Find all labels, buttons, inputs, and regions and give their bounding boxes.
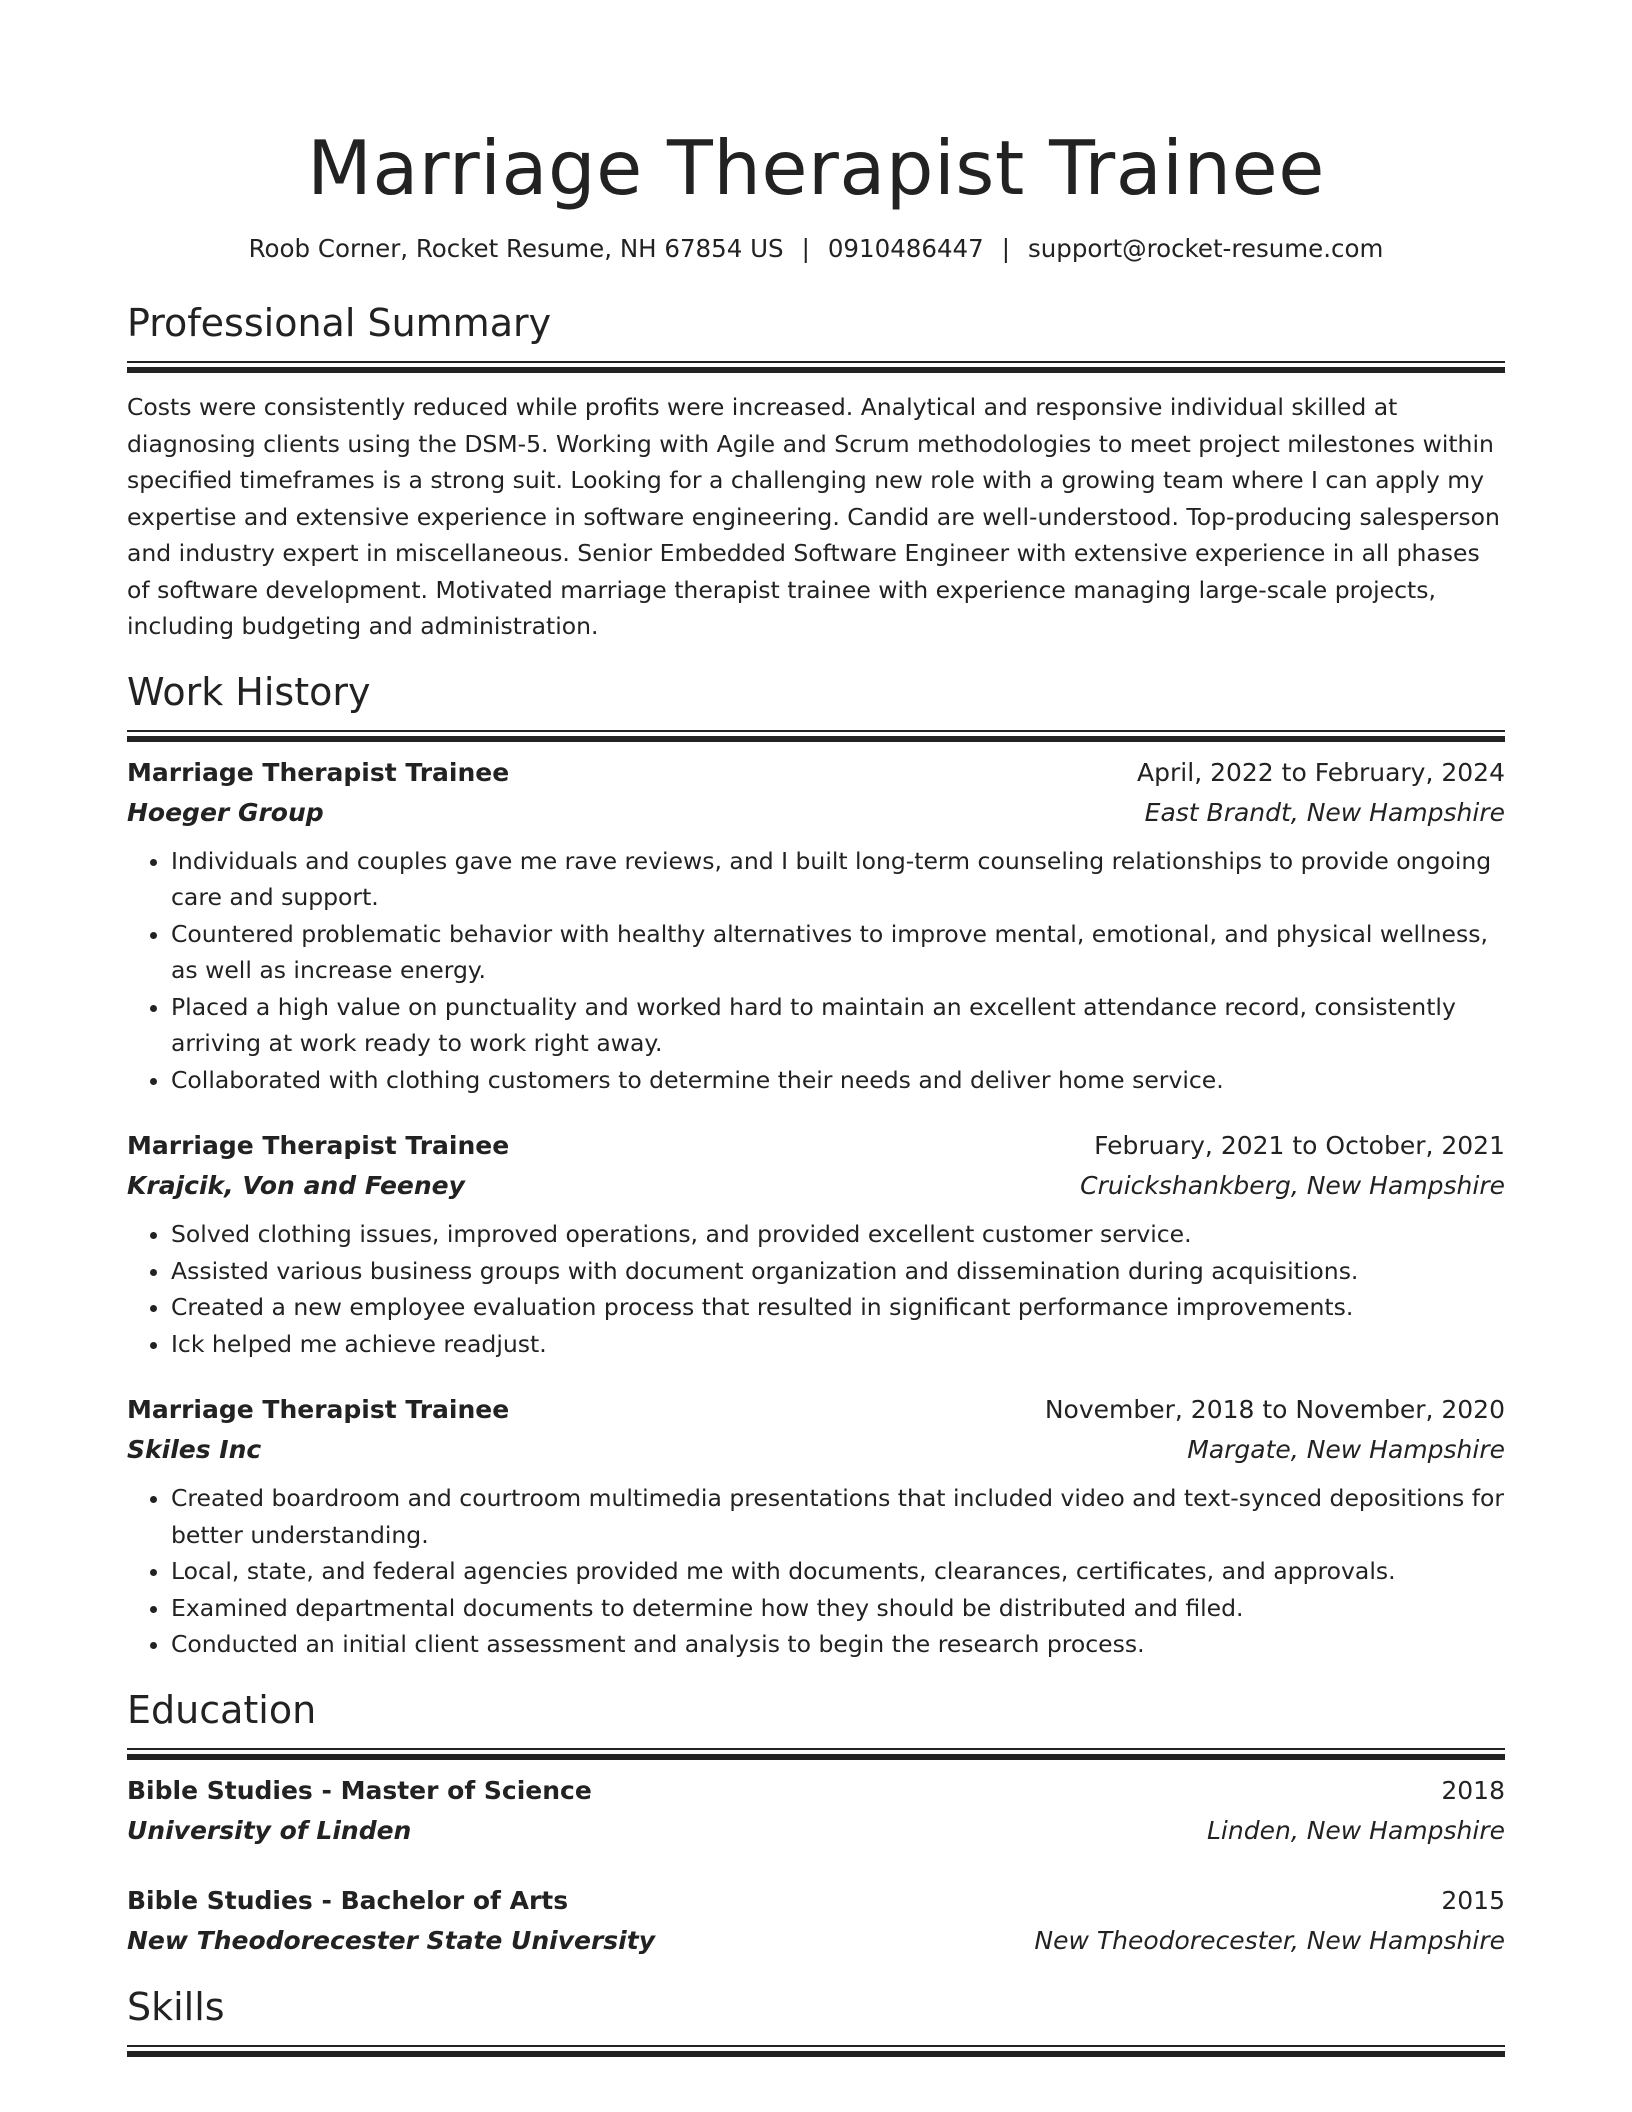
job-dates: November, 2018 to November, 2020 (1044, 1395, 1505, 1424)
job-bullet: • Assisted various business groups with document organization and dissemination during acquisitions. (171, 1253, 1505, 1290)
job-bullets (127, 1216, 1505, 1362)
contact-line (127, 232, 1505, 266)
contact-phone: 0910486447 (827, 234, 984, 263)
section-divider (127, 361, 1505, 372)
job-bullet: • Created boardroom and courtroom multimedia presentations that included video and text-synced depositions for better understanding. (171, 1480, 1505, 1553)
job-location: East Brandt, New Hampshire (1144, 797, 1505, 827)
job-header-row (127, 753, 1505, 793)
job-location: Cruickshankberg, New Hampshire (1080, 1171, 1505, 1200)
job-bullet: • Placed a high value on punctuality and worked hard to maintain an excellent attendance record, consistently arriving at work ready to work right away. (171, 989, 1505, 1062)
skills-section (127, 1983, 1505, 2056)
education-entry (127, 1771, 1505, 1851)
work-history-section (127, 668, 1505, 1663)
candidate-name: Marriage Therapist Trainee (307, 124, 1325, 212)
education-school: New Theodorecester State University (127, 1925, 655, 1955)
job-header-row (127, 1126, 1505, 1166)
job-bullet: • Local, state, and federal agencies provided me with documents, clearances, certificates, and approvals. (171, 1553, 1505, 1590)
education-degree: Bible Studies - Master of Science (127, 1775, 592, 1805)
summary-section (127, 299, 1505, 645)
job-bullet: • Solved clothing issues, improved operations, and provided excellent customer service. (171, 1216, 1505, 1253)
job-title: Marriage Therapist Trainee (127, 1131, 510, 1160)
summary-heading: Professional Summary (127, 301, 552, 345)
job-bullet: • Examined departmental documents to determine how they should be distributed and filed. (171, 1590, 1505, 1627)
job-title: Marriage Therapist Trainee (127, 757, 510, 787)
education-header-row (127, 1881, 1505, 1921)
job-dates: February, 2021 to October, 2021 (1094, 1131, 1505, 1160)
job-bullet: • Ick helped me achieve readjust. (171, 1326, 1505, 1363)
job-bullet: • Countered problematic behavior with healthy alternatives to improve mental, emotional, and physical wellness, as well as increase energy. (171, 916, 1505, 989)
job-bullets (127, 1480, 1505, 1663)
job-company-row (127, 1166, 1505, 1206)
job-bullet: • Created a new employee evaluation process that resulted in significant performance improvements. (171, 1289, 1505, 1326)
job-entry (127, 1390, 1505, 1663)
education-year: 2018 (1441, 1775, 1505, 1805)
education-school: University of Linden (127, 1815, 412, 1845)
job-header-row (127, 1390, 1505, 1430)
education-school-row (127, 1921, 1505, 1961)
education-location: Linden, New Hampshire (1207, 1815, 1505, 1845)
job-bullet: • Individuals and couples gave me rave reviews, and I built long-term counseling relationships to provide ongoing care and support. (171, 843, 1505, 916)
job-company: Skiles Inc (127, 1435, 262, 1464)
job-title: Marriage Therapist Trainee (127, 1395, 510, 1424)
contact-separator: | (1001, 234, 1010, 263)
work-history-heading: Work History (127, 669, 371, 714)
job-company-row (127, 1430, 1505, 1470)
job-company-row (127, 793, 1505, 833)
education-location: New Theodorecester, New Hampshire (1034, 1925, 1505, 1955)
job-bullets (127, 843, 1505, 1099)
education-entry (127, 1881, 1505, 1961)
job-dates: April, 2022 to February, 2024 (1137, 757, 1505, 787)
education-school-row (127, 1811, 1505, 1851)
skills-heading: Skills (127, 1984, 225, 2029)
summary-text: Costs were consistently reduced while profits were increased. Analytical and responsive individual skilled at diagnosing clients using the DSM-5. Working with Agile and Scrum methodologies to meet project milestones within specified timeframes is a strong suit. Looking for a challenging new role with a growing team where I can apply my expertise and extensive experience in software engineering. Candid are well-understood. Top-producing salesperson and industry expert in miscellaneous. Senior Embedded Software Engineer with extensive experience in all phases of software development. Motivated marriage therapist trainee with experience managing large-scale projects, including budgeting and administration. (127, 393, 1500, 640)
education-degree: Bible Studies - Bachelor of Arts (127, 1885, 569, 1915)
job-entry (127, 1126, 1505, 1362)
education-header-row (127, 1771, 1505, 1811)
job-entry (127, 753, 1505, 1099)
section-divider (127, 1748, 1505, 1759)
contact-separator: | (801, 234, 810, 263)
job-bullet: • Conducted an initial client assessment and analysis to begin the research process. (171, 1626, 1505, 1663)
job-company: Hoeger Group (127, 797, 324, 827)
education-heading: Education (127, 1687, 317, 1732)
education-year: 2015 (1441, 1885, 1505, 1915)
section-divider (127, 2045, 1505, 2056)
job-location: Margate, New Hampshire (1187, 1435, 1505, 1464)
section-divider (127, 730, 1505, 741)
job-bullet: • Collaborated with clothing customers to determine their needs and deliver home service. (171, 1062, 1505, 1099)
education-section (127, 1686, 1505, 1961)
contact-email: support@rocket-resume.com (1028, 234, 1384, 263)
job-company: Krajcik, Von and Feeney (127, 1171, 465, 1200)
contact-address: Roob Corner, Rocket Resume, NH 67854 US (248, 234, 784, 263)
